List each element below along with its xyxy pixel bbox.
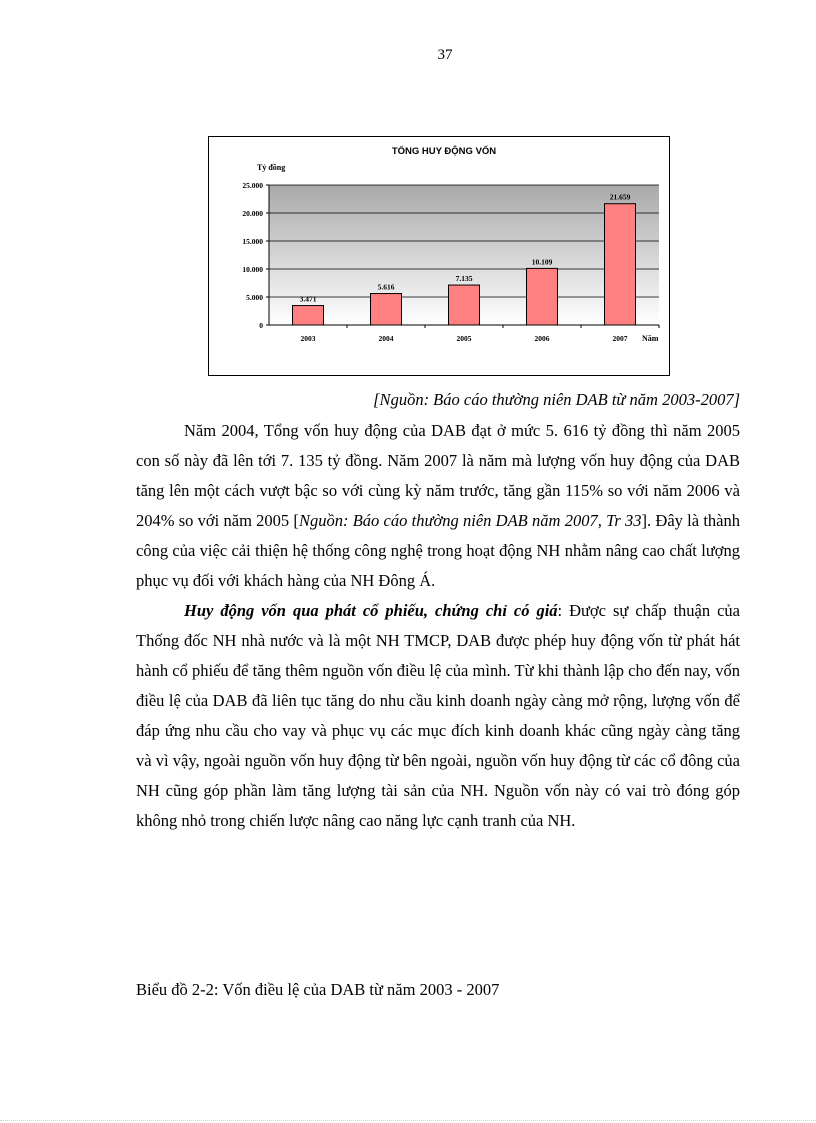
y-tick-label: 15.000 <box>242 237 263 246</box>
x-tick-label: 2007 <box>612 334 628 343</box>
paragraph-2-text: : Được sự chấp thuận của Thống đốc NH nhà nước và là một NH TMCP, DAB được phép huy động vốn từ phát hát hành cổ phiếu để tăng thêm nguồn vốn điều lệ của mình. Từ khi thành lập cho đến nay, vốn điều lệ của DAB đã liên tục tăng do nhu cầu kinh doanh ngày càng mở rộng, lượng vốn để đáp ứng nhu cầu cho vay và phục vụ các mục đích kinh doanh khác cũng ngày càng tăng và vì vậy, ngoài nguồn vốn huy động từ bên ngoài, nguồn vốn huy động từ các cổ đông của NH cũng góp phần làm tăng lượng tài sản của NH. Nguồn vốn này có vai trò đóng góp không nhỏ trong chiến lược nâng cao năng lực cạnh tranh của NH. <box>136 601 740 830</box>
x-tick-label: 2005 <box>456 334 472 343</box>
y-axis-label: Tỷ đồng <box>257 163 286 172</box>
page-number: 37 <box>437 47 453 63</box>
paragraph-1-text-a: Năm 2004, Tổng vốn huy động của DAB đạt ở mức 5. 616 tỷ đồng thì năm 2005 con số này đã lên tới 7. 135 tỷ đồng. Năm 2007 là năm mà lượng vốn huy động của DAB tăng lên một cách vượt bậc so với cùng kỳ năm trước, tăng gần 115% so với năm 2006 và 204% so với năm 2005 [ <box>136 421 740 530</box>
y-tick-label: 5.000 <box>246 293 263 302</box>
bar <box>293 306 324 325</box>
paragraph-1-text-b: ]. Đây là thành công của việc cải thiện hệ thống công nghệ trong hoạt động NH nhằm nâng cao chất lượng phục vụ đối với khách hàng của NH Đông Á. <box>136 511 740 590</box>
paragraph-1 <box>136 416 740 596</box>
bar <box>371 294 402 325</box>
chart-title: TỔNG HUY ĐỘNG VỐN <box>391 146 497 157</box>
data-label: 21.659 <box>609 192 631 202</box>
data-label: 7.135 <box>455 274 473 284</box>
x-tick-label: 2004 <box>378 334 394 343</box>
body-text <box>136 416 740 836</box>
y-tick-label: 25.000 <box>242 181 263 190</box>
page-bottom-rule <box>0 1120 816 1121</box>
x-tick-label: 2006 <box>534 334 550 343</box>
chart-svg <box>209 137 669 375</box>
bar-chart <box>208 136 670 376</box>
x-axis-label: Năm <box>642 334 659 343</box>
chart-source: [Nguồn: Báo cáo thường niên DAB từ năm 2003-2007] <box>373 390 740 409</box>
paragraph-2-heading: Huy động vốn qua phát cổ phiếu, chứng chỉ có giá <box>184 601 558 620</box>
data-label: 5.616 <box>377 282 395 292</box>
bar <box>449 285 480 325</box>
bar <box>605 204 636 325</box>
x-tick-label: 2003 <box>300 334 316 343</box>
bar <box>527 268 558 325</box>
y-tick-label: 0 <box>259 321 263 330</box>
y-tick-label: 10.000 <box>242 265 263 274</box>
y-tick-label: 20.000 <box>242 209 263 218</box>
paragraph-1-citation: Nguồn: Báo cáo thường niên DAB năm 2007, Tr 33 <box>298 511 642 530</box>
data-label: 3.471 <box>299 294 317 304</box>
paragraph-2 <box>136 596 740 836</box>
figure-caption: Biểu đồ 2-2: Vốn điều lệ của DAB từ năm 2003 - 2007 <box>136 980 500 999</box>
data-label: 10.109 <box>531 257 553 267</box>
